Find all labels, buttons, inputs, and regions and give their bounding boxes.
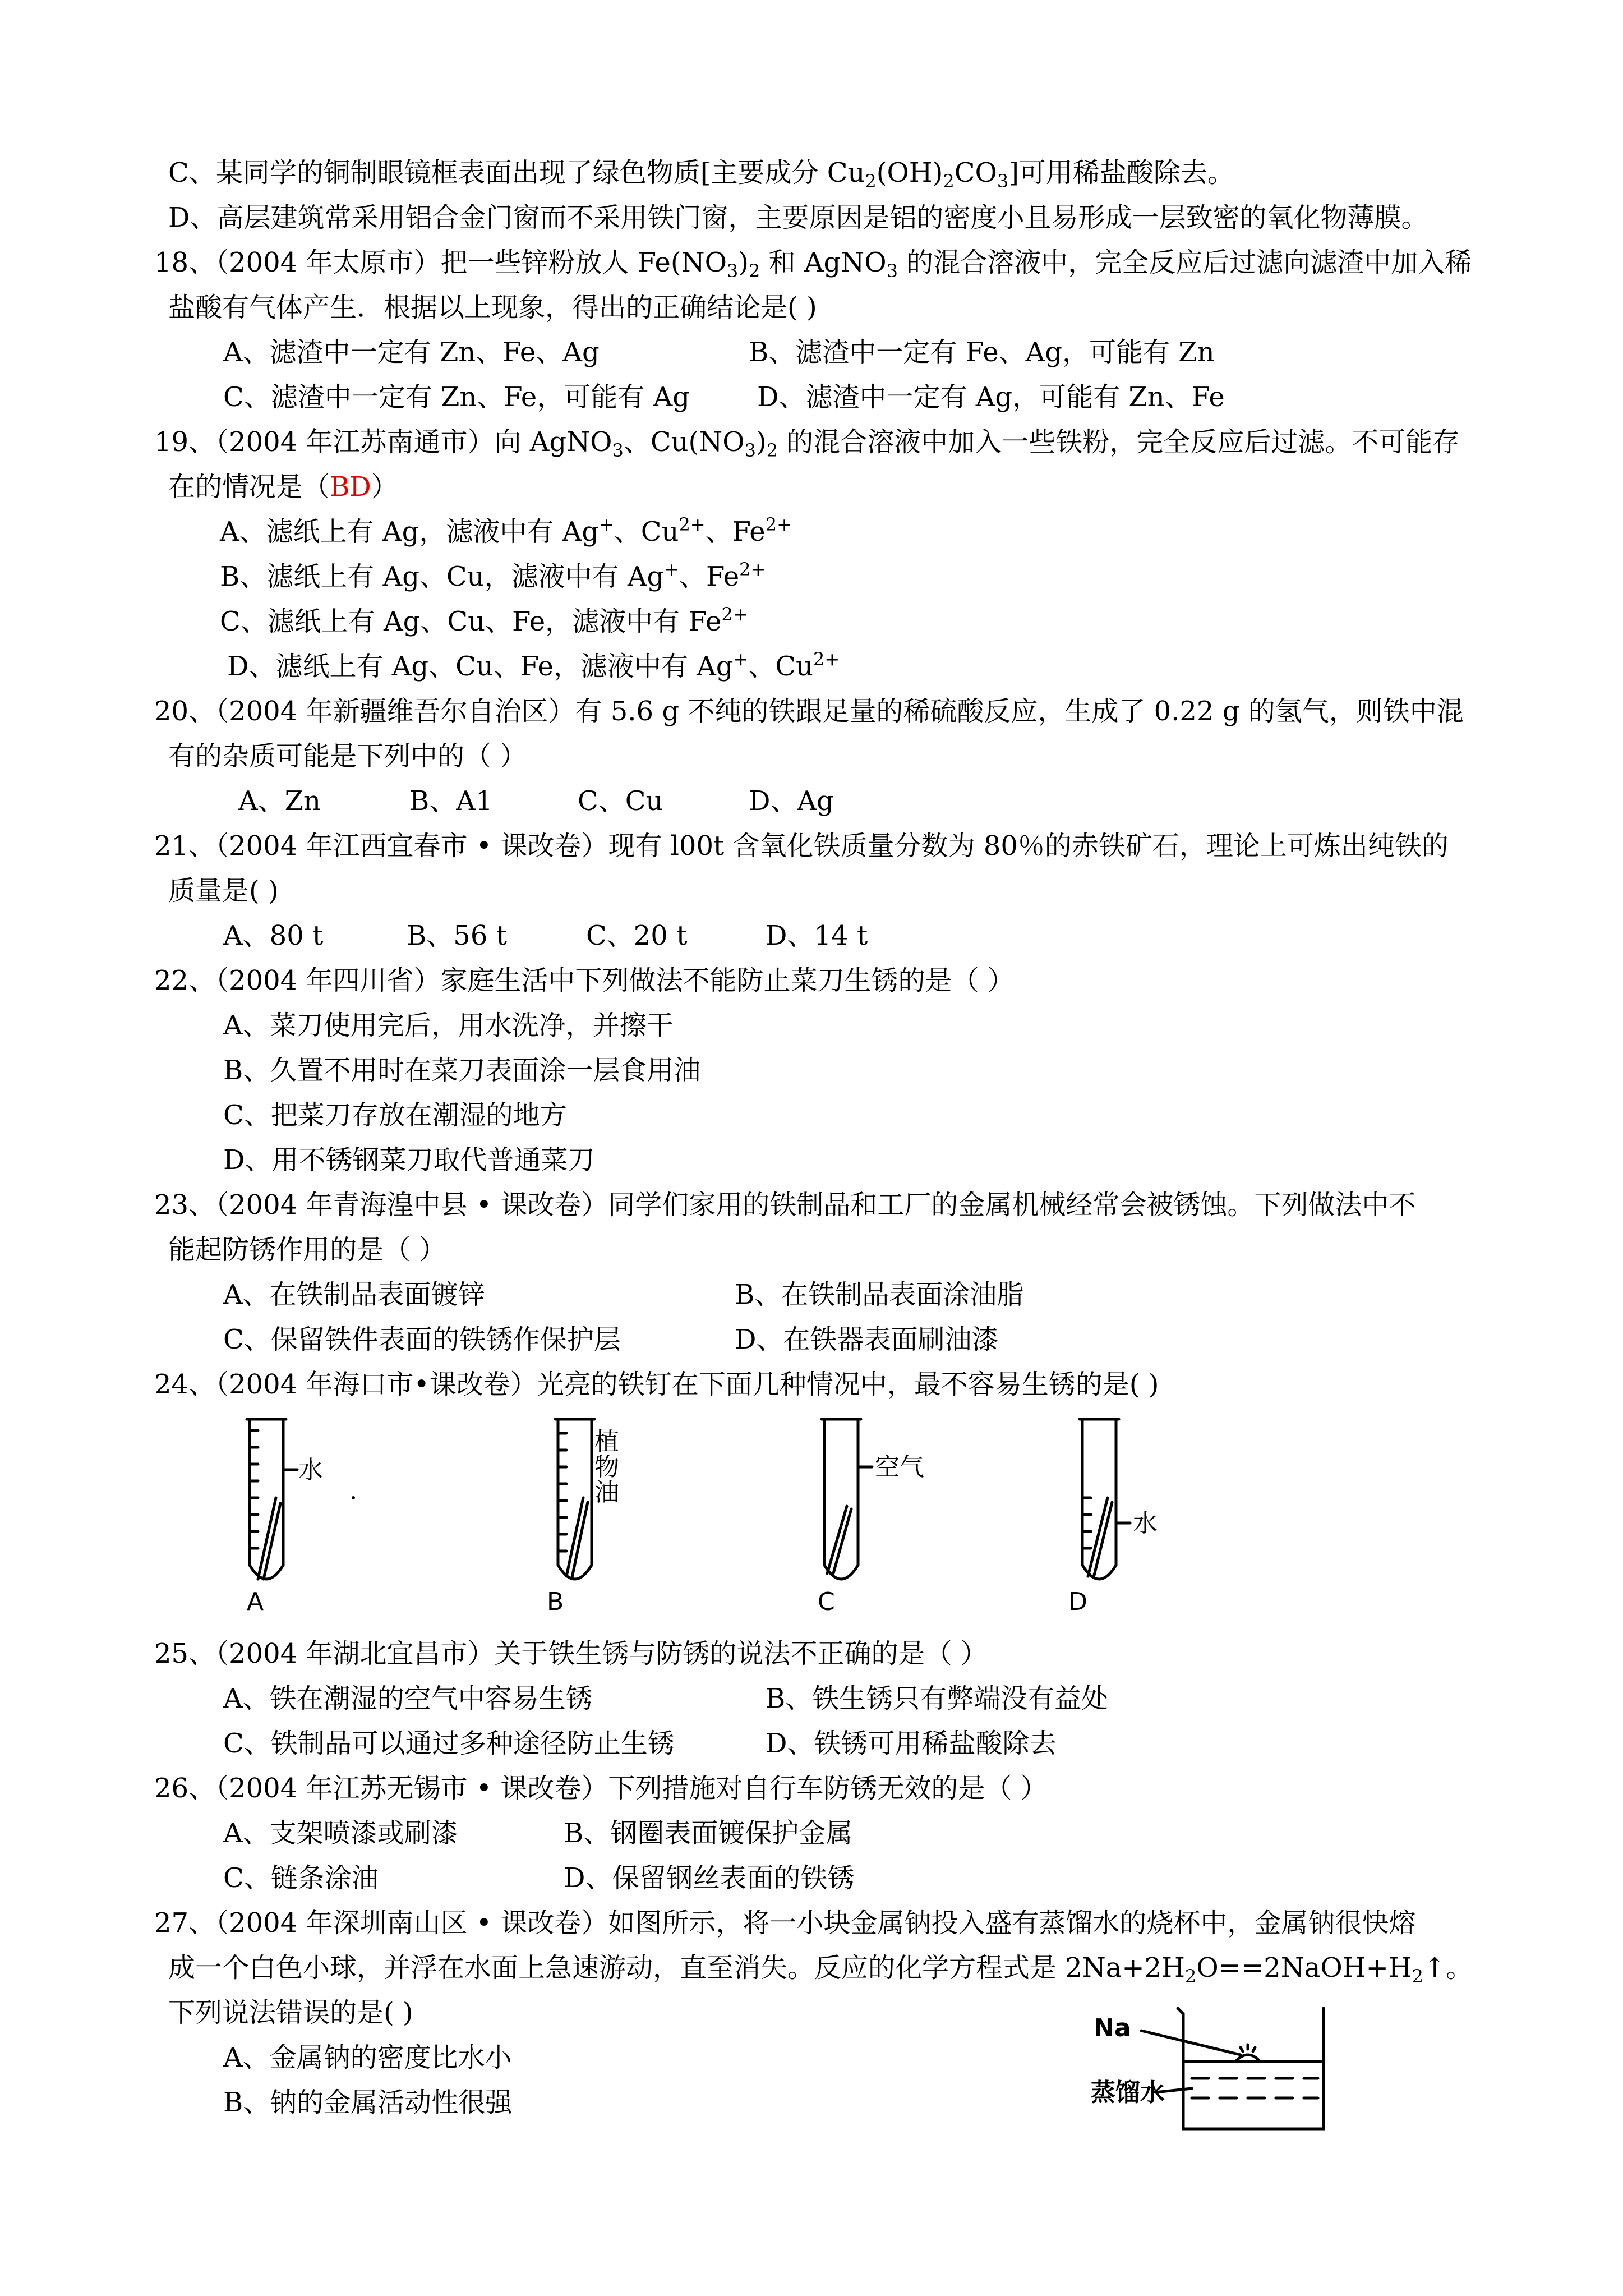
q23-stem-line1: 23、（2004 年青海湟中县 • 课改卷）同学们家用的铁制品和工厂的金属机械经常会被锈蚀。下列做法中不 bbox=[154, 1189, 1416, 1221]
q19-stem-line2: 在的情况是（BD） bbox=[168, 471, 398, 503]
tube-d-letter: D bbox=[1068, 1588, 1087, 1616]
q18-option-b: B、滤渣中一定有 Fe、Ag，可能有 Zn bbox=[749, 337, 1215, 368]
q23-stem-line2: 能起防锈作用的是（ ） bbox=[168, 1234, 446, 1266]
sodium-label: Na bbox=[1094, 2014, 1131, 2042]
tube-b-oil-label-3: 油 bbox=[594, 1478, 619, 1507]
q22-option-d: D、用不锈钢菜刀取代普通菜刀 bbox=[223, 1144, 595, 1176]
q19-option-b: B、滤纸上有 Ag、Cu，滤液中有 Ag+、$Fe^{2+}$ bbox=[220, 559, 766, 592]
tube-b-letter: B bbox=[547, 1588, 564, 1616]
q20-option-d: D、Ag bbox=[749, 785, 834, 817]
q27-option-a: A、金属钠的密度比水小 bbox=[223, 2042, 512, 2073]
q23-option-a: A、在铁制品表面镀锌 bbox=[223, 1279, 485, 1310]
q22-option-a: A、菜刀使用完后，用水洗净，并擦干 bbox=[223, 1010, 674, 1041]
q20-option-c: C、Cu bbox=[578, 785, 663, 817]
q21-option-c: C、20 t bbox=[586, 920, 688, 951]
q24-test-tube-figure bbox=[224, 1414, 1178, 1616]
q26-option-a: A、支架喷漆或刷漆 bbox=[223, 1818, 458, 1849]
q26-option-c: C、链条涂油 bbox=[223, 1862, 379, 1894]
tube-a-water-label: 水 bbox=[298, 1456, 323, 1484]
q19-option-a: A、滤纸上有 Ag，滤液中有 Ag+、$Cu^{2+}$、$Fe^{2+}$ bbox=[220, 514, 792, 547]
q20-stem-line1: 20、（2004 年新疆维吾尔自治区）有 5.6 g 不纯的铁跟足量的稀硫酸反应，生成了 0.22 g 的氢气，则铁中混 bbox=[154, 696, 1464, 727]
q21-option-d: D、14 t bbox=[766, 920, 868, 951]
q26-option-b: B、钢圈表面镀保护金属 bbox=[564, 1818, 853, 1849]
q18-option-c: C、滤渣中一定有 Zn、Fe，可能有 Ag bbox=[223, 381, 690, 413]
q27-option-b: B、钠的金属活动性很强 bbox=[223, 2087, 513, 2118]
q17-option-c: C、某同学的铜制眼镜框表面出现了绿色物质[主要成分 $Cu_2(OH)_2CO_3$]可用稀盐酸除去。 bbox=[168, 157, 1234, 192]
q20-option-a: A、Zn bbox=[238, 785, 321, 817]
q26-option-d: D、保留钢丝表面的铁锈 bbox=[564, 1862, 855, 1894]
q19-option-c: C、滤纸上有 Ag、Cu、Fe，滤液中有 $Fe^{2+}$ bbox=[220, 604, 748, 637]
q27-stem-line2: 成一个白色小球，并浮在水面上急速游动，直至消失。反应的化学方程式是 $2Na+2H_2O==2NaOH+H_2↑$。 bbox=[168, 1952, 1473, 1987]
q22-stem: 22、（2004 年四川省）家庭生活中下列做法不能防止菜刀生锈的是（ ） bbox=[154, 965, 1015, 996]
q21-option-a: A、80 t bbox=[223, 920, 324, 951]
tube-c-letter: C bbox=[818, 1588, 835, 1616]
q21-option-b: B、56 t bbox=[407, 920, 507, 951]
q21-stem-line1: 21、（2004 年江西宜春市 • 课改卷）现有 l00t 含氧化铁质量分数为 80％的赤铁矿石，理论上可炼出纯铁的 bbox=[154, 830, 1449, 862]
q18-stem-line1: 18、（2004 年太原市）把一些锌粉放人 $Fe(NO_3)_2$ 和 AgNO$_3$ 的混合溶液中，完全反应后过滤向滤渣中加入稀 bbox=[154, 247, 1472, 282]
q25-option-d: D、铁锈可用稀盐酸除去 bbox=[766, 1728, 1057, 1759]
q19-option-d: D、滤纸上有 Ag、Cu、Fe，滤液中有 Ag+、$Cu^{2+}$ bbox=[227, 648, 840, 682]
q25-option-a: A、铁在潮湿的空气中容易生锈 bbox=[223, 1683, 593, 1714]
q25-stem: 25、（2004 年湖北宜昌市）关于铁生锈与防锈的说法不正确的是（ ） bbox=[154, 1638, 988, 1669]
q25-option-b: B、铁生锈只有弊端没有益处 bbox=[766, 1683, 1109, 1714]
q27-stem-line1: 27、（2004 年深圳南山区 • 课改卷）如图所示，将一小块金属钠投入盛有蒸馏水的烧杯中，金属钠很快熔 bbox=[154, 1907, 1416, 1939]
q27-stem-line3: 下列说法错误的是( ) bbox=[168, 1997, 413, 2028]
q23-option-b: B、在铁制品表面涂油脂 bbox=[735, 1279, 1024, 1310]
q23-option-c: C、保留铁件表面的铁锈作保护层 bbox=[223, 1324, 621, 1355]
q23-option-d: D、在铁器表面刷油漆 bbox=[735, 1324, 999, 1355]
q20-stem-line2: 有的杂质可能是下列中的（ ） bbox=[168, 740, 527, 772]
tube-d-water-label: 水 bbox=[1133, 1509, 1158, 1538]
q25-option-c: C、铁制品可以通过多种途径防止生锈 bbox=[223, 1728, 675, 1759]
q17-option-d: D、高层建筑常采用铝合金门窗而不采用铁门窗，主要原因是铝的密度小且易形成一层致密的氧化物薄膜。 bbox=[168, 202, 1428, 233]
tube-b-oil-label-1: 植 bbox=[594, 1428, 619, 1456]
tube-b-oil-label-2: 物 bbox=[594, 1453, 619, 1481]
test-tube-c bbox=[822, 1419, 872, 1579]
q19-answer: BD bbox=[330, 471, 371, 503]
q19-stem-line1: 19、（2004 年江苏南通市）向 AgNO$_3$、$Cu(NO_3)_2$ 的混合溶液中加入一些铁粉，完全反应后过滤。不可能存 bbox=[154, 426, 1460, 461]
q18-option-d: D、滤渣中一定有 Ag，可能有 Zn、Fe bbox=[757, 381, 1225, 413]
test-tube-a bbox=[247, 1419, 297, 1579]
q22-option-b: B、久置不用时在菜刀表面涂一层食用油 bbox=[223, 1055, 701, 1086]
tube-a-letter: A bbox=[247, 1588, 264, 1616]
tube-c-air-label: 空气 bbox=[875, 1453, 924, 1481]
q20-option-b: B、A1 bbox=[409, 785, 493, 817]
q18-option-a: A、滤渣中一定有 Zn、Fe、Ag bbox=[223, 337, 600, 368]
q21-stem-line2: 质量是( ) bbox=[168, 875, 279, 907]
q22-option-c: C、把菜刀存放在潮湿的地方 bbox=[223, 1099, 567, 1131]
test-tube-b bbox=[555, 1419, 594, 1579]
test-tube-d bbox=[1080, 1419, 1130, 1579]
q24-stem: 24、（2004 年海口市•课改卷）光亮的铁钉在下面几种情况中，最不容易生锈的是( ) bbox=[154, 1369, 1159, 1400]
q27-beaker-figure bbox=[1091, 1994, 1346, 2146]
q18-stem-line2: 盐酸有气体产生．根据以上现象，得出的正确结论是( ) bbox=[168, 292, 817, 323]
q26-stem: 26、（2004 年江苏无锡市 • 课改卷）下列措施对自行车防锈无效的是（ ） bbox=[154, 1773, 1048, 1804]
distilled-water-label: 蒸馏水 bbox=[1091, 2078, 1165, 2107]
